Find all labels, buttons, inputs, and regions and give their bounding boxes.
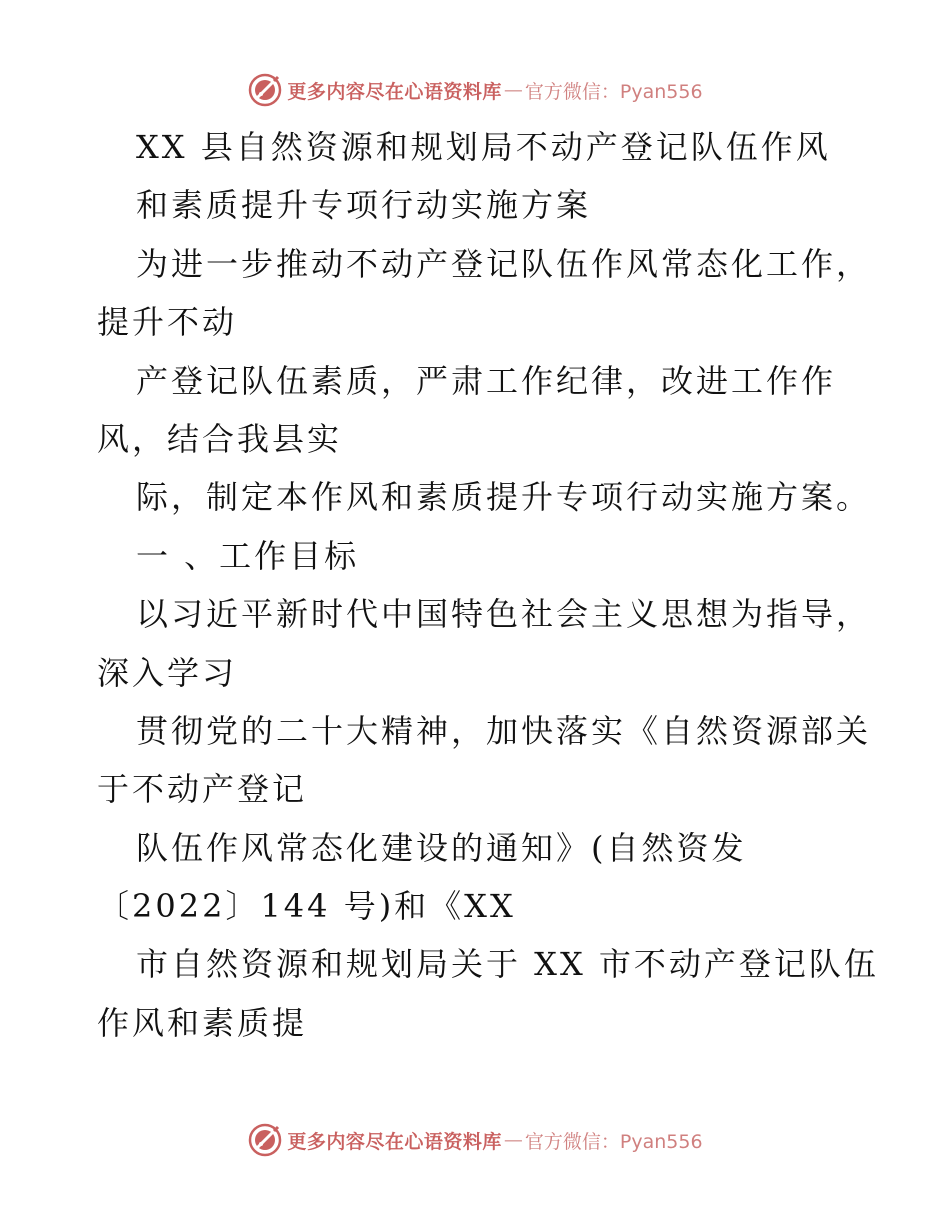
watermark-banner-bottom (0, 1120, 950, 1160)
document-body (97, 118, 879, 1052)
paragraph-line: 于不动产登记 (97, 770, 308, 809)
watermark-wechat: 官方微信：Pyan556 (524, 80, 703, 103)
title-line-1: XX 县自然资源和规划局不动产登记队伍作风 (136, 128, 831, 166)
title-line-2: 和素质提升专项行动实施方案 (136, 186, 592, 225)
paragraph-line: 市自然资源和规划局关于 XX 市不动产登记队伍 (136, 945, 879, 984)
watermark-wechat: 官方微信：Pyan556 (524, 1130, 703, 1153)
watermark-text: 更多内容尽在心语资料库 (287, 1130, 502, 1153)
paragraph-line: 贯彻党的二十大精神，加快落实《自然资源部关 (136, 711, 872, 750)
paragraph-line: 产登记队伍素质，严肃工作纪律，改进工作作 (136, 361, 837, 400)
paragraph-line: 作风和素质提 (97, 1003, 308, 1042)
watermark-separator: — (503, 1129, 523, 1151)
watermark-banner-top (0, 70, 950, 110)
paragraph-line: 为进一步推动不动产登记队伍作风常态化工作， (136, 244, 872, 283)
paragraph-line: 提升不动 (97, 303, 238, 342)
paragraph-line: 深入学习 (97, 653, 238, 692)
paragraph-line: 〔2022〕144 号)和《XX (97, 887, 516, 926)
watermark-separator: — (503, 79, 523, 101)
pen-logo-icon (247, 1122, 283, 1158)
paragraph-line: 队伍作风常态化建设的通知》(自然资发 (136, 828, 747, 867)
paragraph-line: 风，结合我县实 (97, 419, 343, 458)
pen-logo-icon (247, 72, 283, 108)
watermark-text: 更多内容尽在心语资料库 (287, 80, 502, 103)
paragraph-line: 以习近平新时代中国特色社会主义思想为指导， (136, 595, 872, 634)
paragraph-line: 际，制定本作风和素质提升专项行动实施方案。 (136, 478, 872, 517)
section-heading: 一 、工作目标 (136, 536, 360, 575)
